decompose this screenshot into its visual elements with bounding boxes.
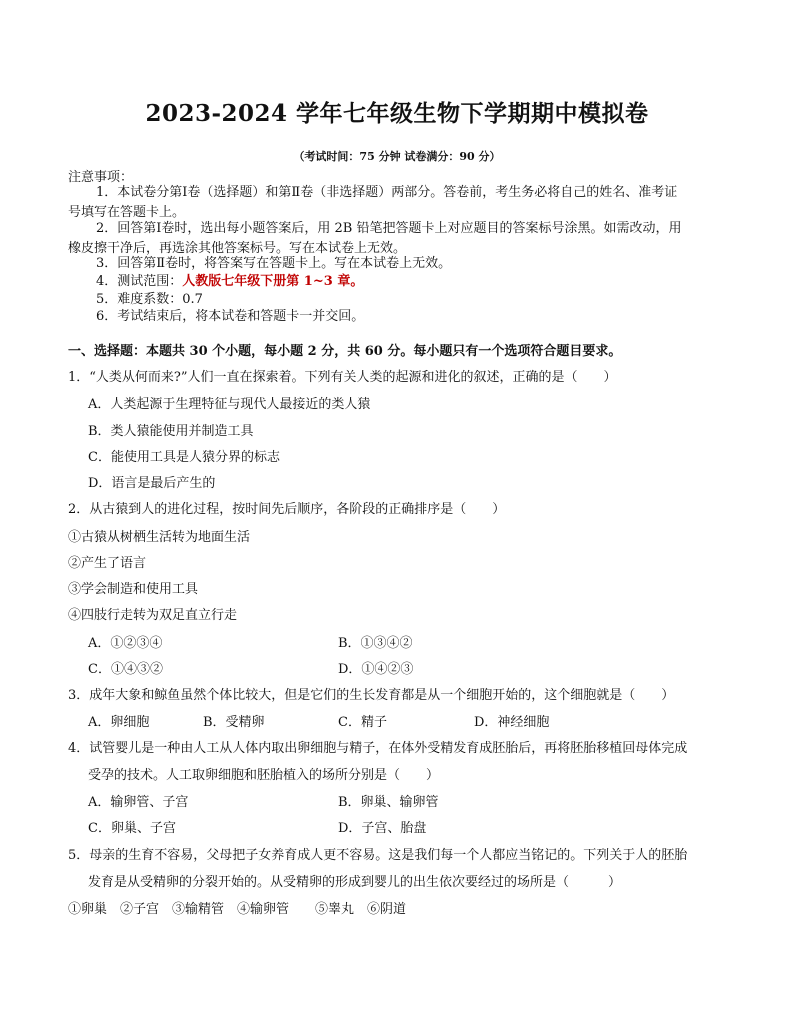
question-2-stem: 2．从古猿到人的进化过程，按时间先后顺序，各阶段的正确排序是（ ） — [68, 502, 506, 517]
question-2-option-c: C．①④③② — [88, 662, 163, 677]
notice-item-6-text: 6．考试结束后，将本试卷和答题卡一并交回。 — [96, 309, 365, 324]
question-4-stem-line-1: 4．试管婴儿是一种由人工从人体内取出卵细胞与精子，在体外受精发育成胚胎后，再将胚胎移植回母体完成 — [68, 741, 688, 756]
question-2-stage-2: ②产生了语言 — [68, 556, 147, 571]
question-1-option-b: B．类人猿能使用并制造工具 — [88, 424, 254, 439]
question-3-option-b: B．受精卵 — [203, 715, 265, 730]
question-2-option-a: A．①②③④ — [88, 636, 163, 651]
notice-item-2 — [68, 219, 728, 259]
question-5-items: ①卵巢 ②子宫 ③输精管 ④输卵管 ⑤睾丸 ⑥阴道 — [68, 902, 407, 917]
question-1-option-c: C．能使用工具是人猿分界的标志 — [88, 450, 280, 465]
question-2-option-d: D．①④②③ — [338, 662, 414, 677]
notice-item-3 — [68, 254, 728, 274]
question-4-stem-line-2: 受孕的技术。人工取卵细胞和胚胎植入的场所分别是（ ） — [88, 768, 440, 783]
section-heading-choice: 一、选择题：本题共 30 个小题，每小题 2 分，共 60 分。每小题只有一个选项符合题目要求。 — [68, 344, 622, 359]
question-5-stem-line-2: 发育是从受精卵的分裂开始的。从受精卵的形成到婴儿的出生依次要经过的场所是（ ） — [88, 875, 622, 890]
notice-item-1 — [68, 183, 728, 223]
test-scope: 人教版七年级下册第 1~3 章。 — [182, 274, 364, 289]
exam-title: 2023-2024 学年七年级生物下学期期中模拟卷 — [145, 100, 649, 127]
question-4-option-a: A．输卵管、子宫 — [88, 795, 189, 810]
question-1-stem: 1．“人类从何而来?”人们一直在探索着。下列有关人类的起源和进化的叙述，正确的是（ ） — [68, 370, 617, 385]
question-2-option-b: B．①③④② — [338, 636, 413, 651]
notice-item-3-text: 3．回答第Ⅱ卷时，将答案写在答题卡上。写在本试卷上无效。 — [96, 256, 452, 271]
question-1-option-d: D．语言是最后产生的 — [88, 476, 216, 491]
notice-heading: 注意事项： — [68, 170, 134, 185]
difficulty-coefficient: 5．难度系数：0.7 — [96, 292, 203, 307]
question-4-option-c: C．卵巢、子宫 — [88, 821, 176, 836]
question-3-option-a: A．卵细胞 — [88, 715, 150, 730]
question-3-stem: 3．成年大象和鲸鱼虽然个体比较大，但是它们的生长发育都是从一个细胞开始的，这个细胞就是（ ） — [68, 688, 675, 703]
notice-item-4 — [68, 272, 728, 292]
notice-item-6 — [68, 307, 728, 327]
notice-item-2-line-2: 橡皮擦干净后，再选涂其他答案标号。写在本试卷上无效。 — [68, 241, 407, 256]
question-2-stage-4: ④四肢行走转为双足直立行走 — [68, 608, 238, 623]
exam-subtitle: （考试时间：75 分钟 试卷满分：90 分） — [293, 150, 501, 163]
question-5-stem-line-1: 5．母亲的生育不容易，父母把子女养育成人更不容易。这是我们每一个人都应当铭记的。下列关于人的胚胎 — [68, 848, 688, 863]
question-4-option-b: B．卵巢、输卵管 — [338, 795, 439, 810]
question-4-option-d: D．子宫、胎盘 — [338, 821, 427, 836]
question-1-option-a: A．人类起源于生理特征与现代人最接近的类人猿 — [88, 397, 371, 412]
notice-item-1-line-2: 号填写在答题卡上。 — [68, 205, 186, 220]
question-3-option-c: C．精子 — [338, 715, 387, 730]
question-3-option-d: D．神经细胞 — [474, 715, 550, 730]
notice-item-1-line-1: 1．本试卷分第Ⅰ卷（选择题）和第Ⅱ卷（非选择题）两部分。答卷前，考生务必将自己的姓名、准考证 — [96, 185, 678, 200]
notice-item-4-label: 4．测试范围： — [96, 274, 183, 289]
question-2-stage-3: ③学会制造和使用工具 — [68, 582, 199, 597]
question-2-stage-1: ①古猿从树栖生活转为地面生活 — [68, 530, 251, 545]
notice-item-2-line-1: 2．回答第Ⅰ卷时，选出每小题答案后，用 2B 铅笔把答题卡上对应题目的答案标号涂黑。如需改动，用 — [96, 221, 682, 236]
